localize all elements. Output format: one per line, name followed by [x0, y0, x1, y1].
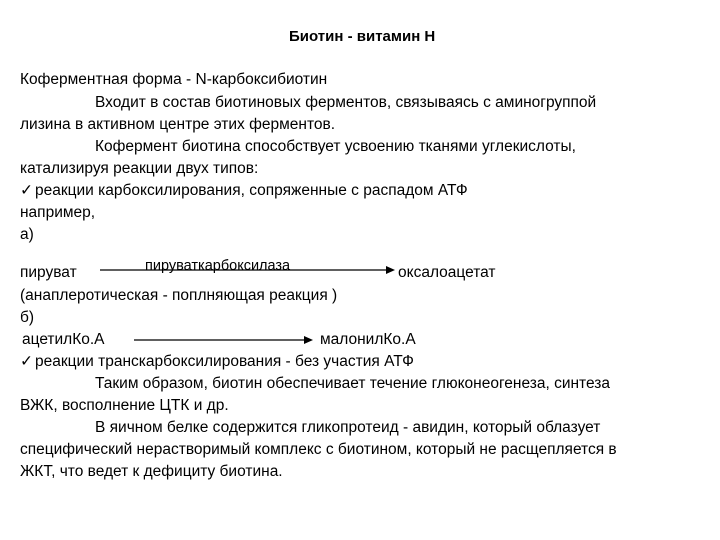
label-b: б): [20, 309, 35, 326]
paragraph-line: например,: [20, 204, 96, 221]
check-icon: ✓: [20, 353, 33, 370]
paragraph-line: ВЖК, восполнение ЦТК и др.: [20, 397, 229, 414]
paragraph-line: катализируя реакции двух типов:: [20, 160, 259, 177]
paragraph-line: специфический нерастворимый комплекс с биотином, который не расщепляется в: [20, 441, 617, 458]
paragraph-line: Таким образом, биотин обеспечивает течение глюконеогенеза, синтеза: [95, 375, 610, 392]
reaction1-note: (анаплеротическая - поплняющая реакция ): [20, 287, 338, 304]
reaction-arrow-icon: [98, 263, 398, 277]
reaction1-product: оксалоацетат: [398, 264, 496, 281]
label-a: а): [20, 226, 34, 243]
page-title: Биотин - витамин Н: [289, 28, 436, 45]
paragraph-line: ЖКТ, что ведет к дефициту биотина.: [20, 463, 283, 480]
paragraph-line: Кофермент биотина способствует усвоению тканями углекислоты,: [95, 138, 576, 155]
paragraph-line: В яичном белке содержится гликопротеид - авидин, который облазует: [95, 419, 601, 436]
bullet-carboxylation: ✓ реакции карбоксилирования, сопряженные с распадом АТФ: [20, 182, 468, 199]
reaction2-product: малонилКо.А: [320, 331, 416, 348]
reaction-arrow-icon: [132, 333, 317, 347]
reaction1-substrate: пируват: [20, 264, 77, 281]
bullet-transcarboxylation: ✓ реакции транскарбоксилирования - без участия АТФ: [20, 353, 414, 370]
check-icon: ✓: [20, 182, 33, 199]
reaction2-substrate: ацетилКо.А: [22, 331, 105, 348]
enzyme-label: пируваткарбоксилаза: [145, 258, 291, 274]
paragraph-line: Входит в состав биотиновых ферментов, связываясь с аминогруппой: [95, 94, 597, 111]
paragraph-line: лизина в активном центре этих ферментов.: [20, 116, 336, 133]
coenzyme-form-line: Коферментная форма - N-карбоксибиотин: [20, 71, 328, 88]
